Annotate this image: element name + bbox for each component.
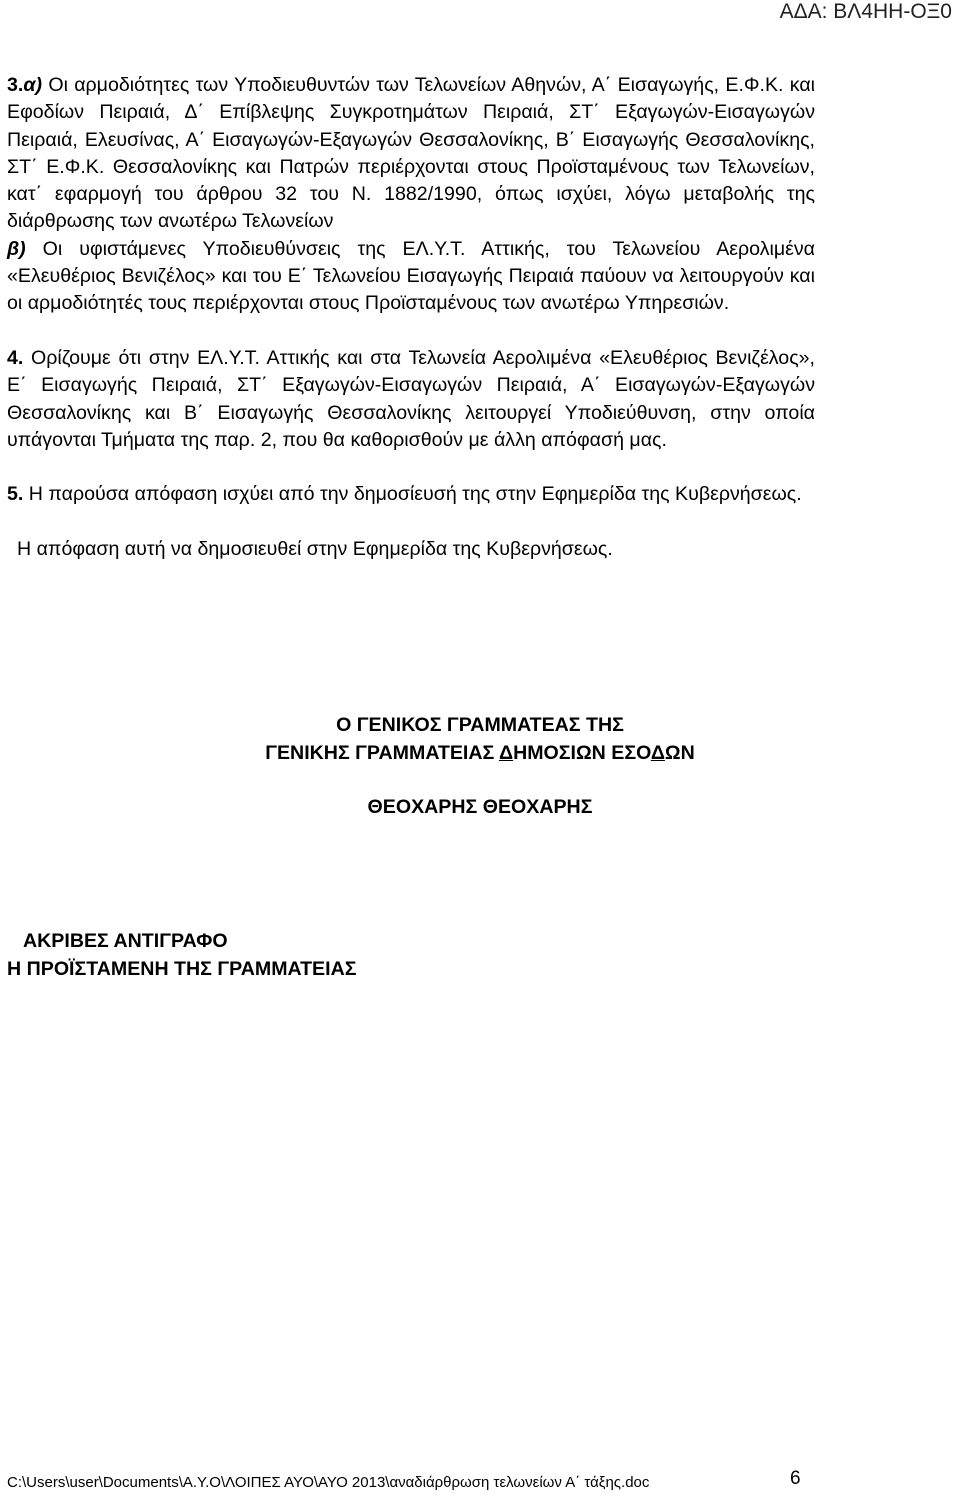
paragraph-4 (7, 345, 815, 454)
signatory-title-line1: Ο ΓΕΝΙΚΟΣ ΓΡΑΜΜΑΤΕΑΣ ΤΗΣ (336, 714, 624, 736)
paragraph-4-text: Ορίζουμε ότι στην ΕΛ.Υ.Τ. Αττικής και στα Τελωνεία Αερολιμένα «Ελευθέριος Βενιζέλος», Ε΄ Εισαγωγής Πειραιά, ΣΤ΄ Εξαγωγών-Εισαγωγών Πειραιά, Α΄ Εισαγωγών-Εξαγωγών Θεσσαλονίκης και Β΄ Εισαγωγής Θεσσαλονίκης λειτουργεί Υποδιεύθυνση, στην οποία υπάγονται Τμήματα της παρ. 2, που θα καθορισθούν με άλλη απόφασή μας. (7, 346, 815, 451)
section-number-3: 3. (7, 74, 24, 96)
certification-block (7, 928, 356, 983)
signatory-title-line2: ΓΕΝΙΚΗΣ ΓΡΑΜΜΑΤΕΙΑΣ ΔΗΜΟΣΙΩΝ ΕΣΟΔΩΝ (265, 741, 695, 764)
paragraph-5 (7, 481, 815, 508)
section-number-4: 4. (7, 346, 24, 369)
paragraph-3a (7, 72, 815, 236)
document-body (7, 72, 815, 563)
ada-code: ΑΔΑ: ΒΛ4ΗΗ-ΟΞ0 (779, 0, 952, 23)
paragraph-5-text: Η παρούσα απόφαση ισχύει από την δημοσίευσή της στην Εφημερίδα της Κυβερνήσεως. (28, 483, 802, 506)
paragraph-3a-text: Οι αρμοδιότητες των Υποδιευθυντών των Τελωνείων Αθηνών, Α΄ Εισαγωγής, Ε.Φ.Κ. και Εφοδίων Πειραιά, Δ΄ Επίβλεψης Συγκροτημάτων Πειραιά, ΣΤ΄ Εξαγωγών-Εισαγωγών Πειραιά, Ελευσίνας, Α΄ Εισαγωγών-Εξαγωγών Θεσσαλονίκης, Β΄ Εισαγωγής Θεσσαλονίκης, ΣΤ΄ Ε.Φ.Κ. Θεσσαλονίκης και Πατρών περιέρχονται στους Προϊσταμένους των Τελωνείων, κατ΄ εφαρμογή του άρθρου 32 του Ν. 1882/1990, όπως ισχύει, λόγω μεταβολής της διάρθρωσης των ανωτέρω Τελωνείων (7, 74, 815, 233)
paragraph-3b-text: Οι υφιστάμενες Υποδιευθύνσεις της ΕΛ.Υ.Τ. Αττικής, του Τελωνείου Αερολιμένα «Ελευθέριος Βενιζέλος» και του Ε΄ Τελωνείου Εισαγωγής Πειραιά παύουν να λειτουργούν και οι αρμοδιότητές τους περιέρχονται στους Προϊσταμένους των ανωτέρω Υπηρεσιών. (7, 237, 815, 315)
section-number-5: 5. (7, 483, 24, 506)
publication-note: Η απόφαση αυτή να δημοσιευθεί στην Εφημερίδα της Κυβερνήσεως. (17, 538, 613, 561)
item-label-b: β) (7, 237, 26, 260)
paragraph-3b (7, 236, 815, 318)
signatory-name: ΘΕΟΧΑΡΗΣ ΘΕΟΧΑΡΗΣ (367, 796, 593, 818)
certification-line1: ΑΚΡΙΒΕΣ ΑΝΤΙΓΡΑΦΟ (23, 930, 228, 952)
item-label-a: α) (23, 74, 43, 96)
signatory-title (0, 712, 960, 767)
page-number: 6 (790, 1468, 801, 1489)
file-path: C:\Users\user\Documents\Α.Υ.Ο\ΛΟΙΠΕΣ ΑΥΟ\ΑΥΟ 2013\αναδιάρθρωση τελωνείων Α΄ τάξης.doc (7, 1474, 650, 1491)
certification-line2: Η ΠΡΟΪΣΤΑΜΕΝΗ ΤΗΣ ΓΡΑΜΜΑΤΕΙΑΣ (7, 957, 357, 980)
